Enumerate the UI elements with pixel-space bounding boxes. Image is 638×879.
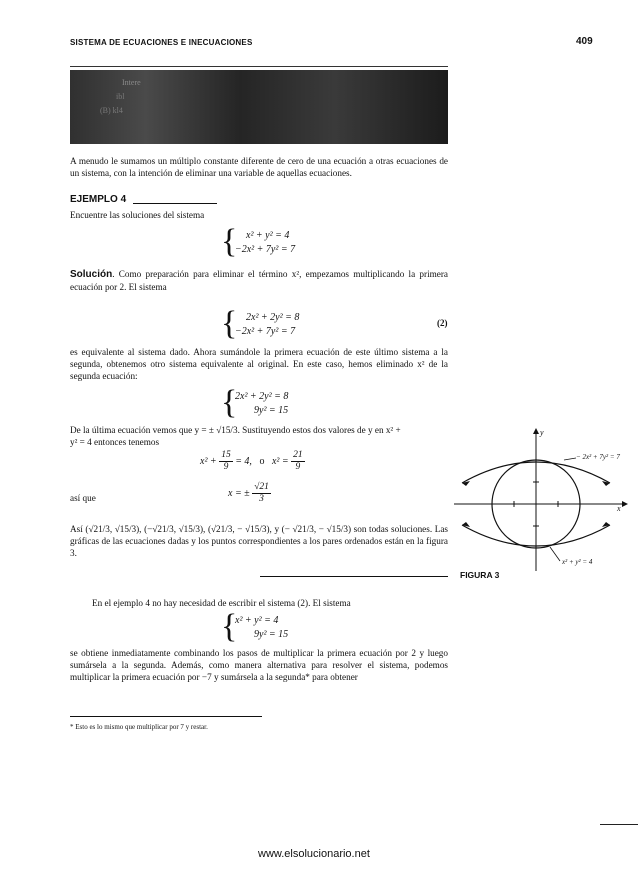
system3-brace: { — [221, 384, 238, 421]
system4-eq1: x² + y² = 4 — [235, 615, 279, 626]
hyperbola-label-leader — [564, 458, 576, 460]
top-rule — [70, 66, 448, 67]
system3-eq1: 2x² + 2y² = 8 — [235, 391, 289, 402]
equivalence-paragraph: es equivalente al sistema dado. Ahora sumándole la primera ecuación de este último sistema a la segunda, obtenemos otro sistema equivalente al original. En este caso, hemos eliminado x² de la segunda ecuación: — [70, 347, 448, 382]
banner-text-2: ibl — [116, 92, 125, 101]
system1-eq1: x² + y² = 4 — [246, 230, 290, 241]
substitution-line-1: De la última ecuación vemos que y = ± √15/3. Sustituyendo estos dos valores de y en x² + — [70, 425, 401, 435]
y-axis-label: y — [540, 428, 544, 437]
example-heading: EJEMPLO 4 — [70, 194, 127, 205]
asi-que: así que — [70, 493, 96, 503]
example-prompt: Encuentre las soluciones del sistema — [70, 210, 205, 220]
circle-label-leader — [550, 547, 560, 561]
page-number: 409 — [576, 36, 593, 47]
eq-a-fraction: $\frac{15}{9}$ — [221, 450, 231, 472]
equation-x — [228, 482, 271, 505]
system2-eq1: 2x² + 2y² = 8 — [246, 312, 300, 323]
circle-label: x² + y² = 4 — [562, 558, 593, 566]
system4-brace: { — [221, 608, 238, 645]
footnote: * Esto es lo mismo que multiplicar por 7 y restar. — [70, 723, 208, 731]
banner-image — [70, 70, 448, 144]
source-url[interactable]: www.elsolucionario.net — [258, 848, 370, 860]
eq-c-fraction: $\frac{√21}{3}$ — [254, 482, 269, 504]
scan-mark — [600, 824, 638, 825]
x-axis-label: x — [617, 504, 621, 513]
hyperbola-label: − 2x² + 7y² = 7 — [576, 453, 620, 461]
eq-b-lhs: x² = — [271, 455, 289, 467]
example-end-rule — [260, 576, 448, 577]
system2-eq2: −2x² + 7y² = 7 — [235, 326, 296, 337]
system1-eq2: −2x² + 7y² = 7 — [235, 244, 296, 255]
eq-b-fraction: $\frac{21}{9}$ — [293, 450, 303, 472]
figure-3-graph — [452, 425, 628, 575]
figure-label: FIGURA 3 — [460, 570, 500, 580]
solution-text: . Como preparación para eliminar el término x², empezamos multiplicando la primera ecuación por 2. El sistema — [70, 269, 448, 293]
system3-eq2: 9y² = 15 — [254, 405, 289, 416]
system2-tag: (2) — [437, 318, 448, 328]
running-header: SISTEMA DE ECUACIONES E INECUACIONES — [70, 38, 253, 47]
footnote-rule — [70, 716, 262, 717]
eq-c-lhs: x = ± — [228, 487, 250, 499]
followup-paragraph: En el ejemplo 4 no hay necesidad de escribir el sistema (2). El sistema — [92, 598, 351, 608]
banner-text-3: (B) kl4 — [100, 106, 123, 115]
eq-o: o — [259, 455, 265, 467]
system1-brace: { — [221, 223, 238, 260]
solution-paragraph — [70, 268, 448, 293]
example-heading-rule — [133, 203, 217, 204]
eq-a-lhs: x² + — [200, 455, 217, 467]
system2-brace: { — [221, 305, 238, 342]
intro-paragraph: A menudo le sumamos un múltiplo constante diferente de cero de una ecuación a otras ecuaciones de un sistema, con la intención de eliminar una variable de aquellas ecuaciones. — [70, 156, 448, 179]
system4-eq2: 9y² = 15 — [254, 629, 289, 640]
equation-row — [200, 450, 305, 473]
solution-label: Solución — [70, 269, 113, 280]
x-axis-arrow — [622, 501, 628, 507]
banner-text-1: Intere — [122, 78, 141, 87]
eq-a-rhs: = 4, — [235, 455, 252, 467]
y-axis-arrow — [533, 428, 539, 434]
substitution-line-2: y² = 4 entonces tenemos — [70, 437, 160, 447]
alternative-paragraph: se obtiene inmediatamente combinando los pasos de multiplicar la primera ecuación por 2 y luego sumársela a la segunda. Además, como manera alternativa para resolver el sistema, podemos multiplicar la primera ecuación por −7 y sumársela a la segunda* para obtener — [70, 648, 448, 683]
solutions-paragraph: Así (√21/3, √15/3), (−√21/3, √15/3), (√21/3, − √15/3), y (− √21/3, − √15/3) son todas soluciones. Las gráficas de las ecuaciones dadas y los puntos correspondientes a los pares ordenados están en la figura 3. — [70, 524, 448, 559]
